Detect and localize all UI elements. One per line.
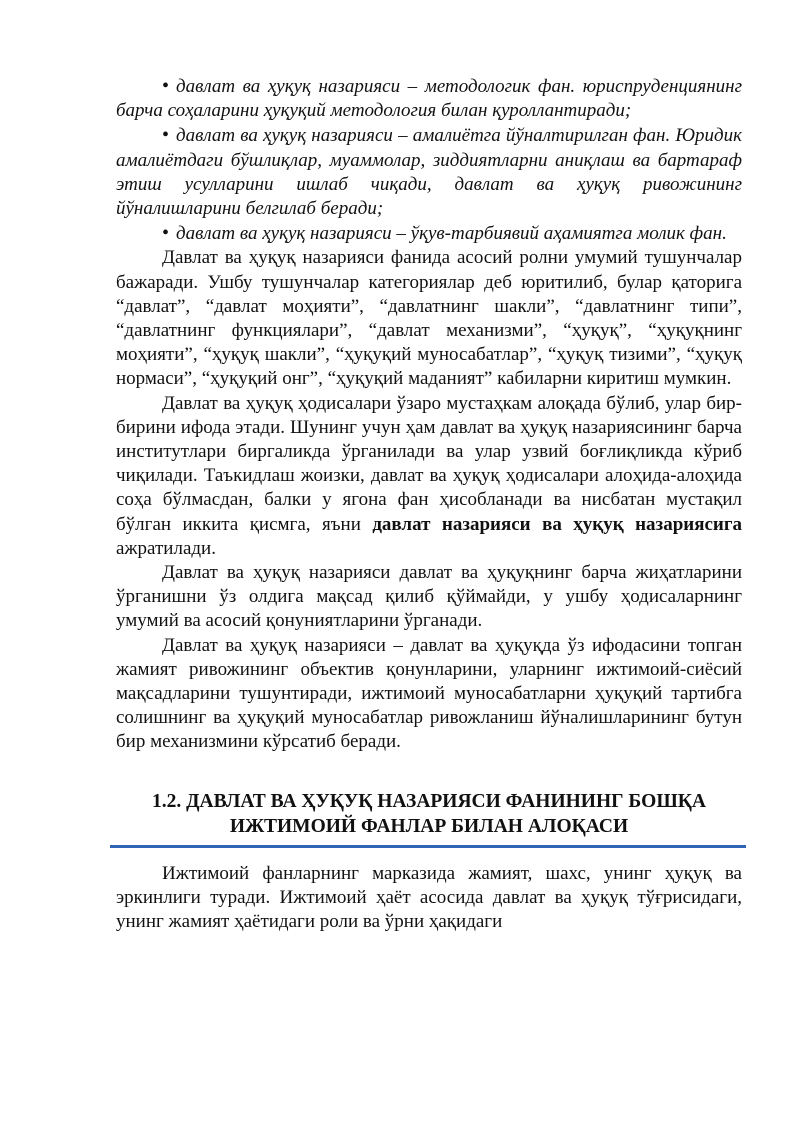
document-page bbox=[116, 74, 742, 934]
section-heading-line: ИЖТИМОИЙ ФАНЛАР БИЛАН АЛОҚАСИ bbox=[229, 815, 629, 837]
bullet-item-methodology bbox=[116, 74, 742, 123]
bold-term: давлат назарияси ва ҳуқуқ назариясига bbox=[372, 513, 742, 535]
bullet-icon: • bbox=[162, 222, 170, 245]
paragraph-text: ажратилади. bbox=[116, 537, 216, 559]
section-heading-line: 1.2. ДАВЛАТ ВА ҲУҚУҚ НАЗАРИЯСИ ФАНИНИНГ БОШҚА bbox=[152, 790, 706, 812]
paragraph-phenomena bbox=[116, 392, 742, 561]
bullet-text: давлат ва ҳуқуқ назарияси – ўқув-тарбиявий аҳамиятга молик фан. bbox=[176, 223, 727, 245]
paragraph-social-sciences: Ижтимоий фанларнинг марказида жамият, шахс, унинг ҳуқуқ ва эркинлиги туради. Ижтимоий ҳаёт асосида давлат ва ҳуқуқ тўғрисидаги, унинг жамият ҳаётидаги роли ва ўрни ҳақидаги bbox=[116, 862, 742, 933]
paragraph-purpose: Давлат ва ҳуқуқ назарияси давлат ва ҳуқуқнинг барча жиҳатларини ўрганишни ўз олдига мақсад қилиб қўймайди, у ушбу ҳодисаларнинг умумий ва асосий қонуниятларини ўрганади. bbox=[116, 562, 742, 632]
paragraph-text: Давлат ва ҳуқуқ ҳодисалари ўзаро мустаҳкам алоқада бўлиб, улар бир-бирини ифода этади. Шунинг учун ҳам давлат ва ҳуқуқ назариясининг барча институтлари биргаликда ўрганилади ва улар узвий боғлиқликда кўриб чиқилади. Таъкидлаш жоизки, давлат ва ҳуқуқ ҳодисалари алоҳида-алоҳида соҳа бўлмасдан, балки у ягона фан ҳисобланади ва нисбатан мустақил бўлган иккита қисмга, яъни bbox=[116, 392, 742, 535]
bullet-icon: • bbox=[162, 124, 170, 147]
bullet-icon: • bbox=[162, 75, 170, 97]
paragraph-laws: Давлат ва ҳуқуқ назарияси – давлат ва ҳуқуқда ўз ифодасини топган жамият ривожининг объектив қонунларини, уларнинг ижтимоий-сиёсий мақсадларини тушунтиради, ижтимоий муносабатларни ҳуқуқий тартибга солишнинг ва ҳуқуқий муносабатлар ривожланиш йўналишларининг бутун бир механизмини кўрсатиб беради. bbox=[116, 634, 742, 753]
bullet-text: давлат ва ҳуқуқ назарияси – методологик фан. юриспруденциянинг барча соҳаларини ҳуқуқий методология билан қуроллантиради; bbox=[116, 76, 742, 122]
section-heading bbox=[116, 789, 742, 839]
bullet-item-practice bbox=[116, 123, 742, 221]
bullet-item-educational bbox=[116, 221, 742, 246]
paragraph-categories: Давлат ва ҳуқуқ назарияси фанида асосий ролни умумий тушунчалар бажаради. Ушбу тушунчалар категориялар деб юритилиб, булар қаторига “давлат”, “давлат моҳияти”, “давлатнинг шакли”, “давлатнинг типи”, “давлатнинг функциялари”, “давлат механизми”, “ҳуқуқ”, “ҳуқуқнинг моҳияти”, “ҳуқуқ шакли”, “ҳуқуқий муносабатлар”, “ҳуқуқ тизими”, “ҳуқуқ нормаси”, “ҳуқуқий онг”, “ҳуқуқий маданият” кабиларни киритиш мумкин. bbox=[116, 247, 742, 390]
bullet-text: давлат ва ҳуқуқ назарияси – амалиётга йўналтирилган фан. Юридик амалиётдаги бўшлиқлар, муаммолар, зиддиятларни аниқлаш ва бартараф этиш усулларини ишлаб чиқади, давлат ва ҳуқуқ ривожининг йўналишларини белгилаб беради; bbox=[116, 125, 742, 220]
heading-divider bbox=[110, 845, 746, 848]
